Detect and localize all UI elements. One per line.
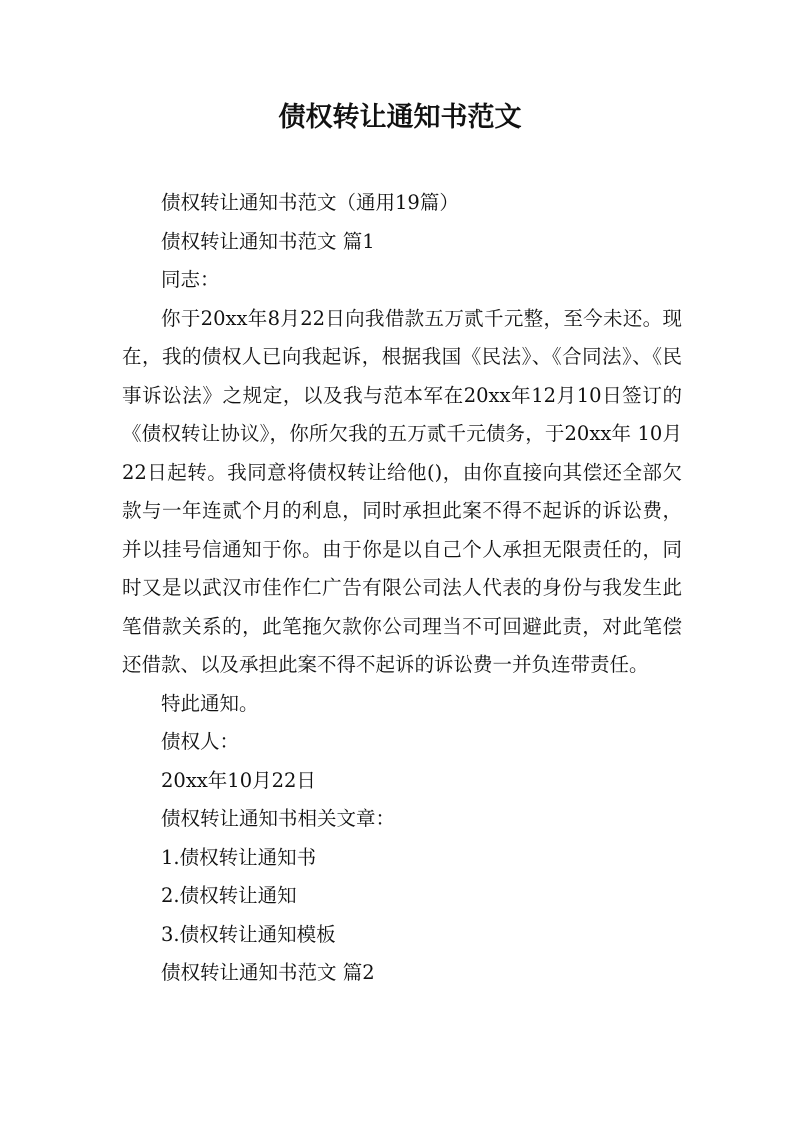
document-title: 债权转让通知书范文 xyxy=(278,102,522,133)
related-articles-heading: 债权转让通知书相关文章： xyxy=(161,807,396,830)
signature-label: 债权人： xyxy=(161,730,240,753)
body-paragraph: 你于20xx年8月22日向我借款五万贰千元整，至今未还。现在，我的债权人已向我起诉，根据我国《民法》、《合同法》、《民事诉讼法》之规定，以及我与范本军在20xx年12月10日签订的《债权转让协议》，你所欠我的五万贰千元债务，于20xx年 10月22日起转。我同意将债权转让给他()，由你直接向其偿还全部欠款与一年连贰个月的利息，同时承担此案不得不起诉的诉讼费，并以挂号信通知于你。由于你是以自己个人承担无限责任的，同时又是以武汉市佳作仁广告有限公司法人代表的身份与我发生此笔借款关系的，此笔拖欠款你公司理当不可回避此责，对此笔偿还借款、以及承担此案不得不起诉的诉讼费一并负连带责任。 xyxy=(122,306,682,676)
related-article-link[interactable]: 2.债权转让通知 xyxy=(161,884,297,907)
related-article-link[interactable]: 3.债权转让通知模板 xyxy=(161,922,336,946)
document-body xyxy=(122,184,682,993)
document-subtitle: 债权转让通知书范文（通用19篇） xyxy=(161,191,459,214)
salutation: 同志： xyxy=(161,268,220,291)
section-heading-1: 债权转让通知书范文 篇1 xyxy=(161,229,375,253)
signature-date: 20xx年10月22日 xyxy=(161,768,316,792)
related-article-link[interactable]: 1.债权转让通知书 xyxy=(161,845,317,869)
closing-line: 特此通知。 xyxy=(161,691,259,715)
section-heading-2: 债权转让通知书范文 篇2 xyxy=(161,961,375,984)
